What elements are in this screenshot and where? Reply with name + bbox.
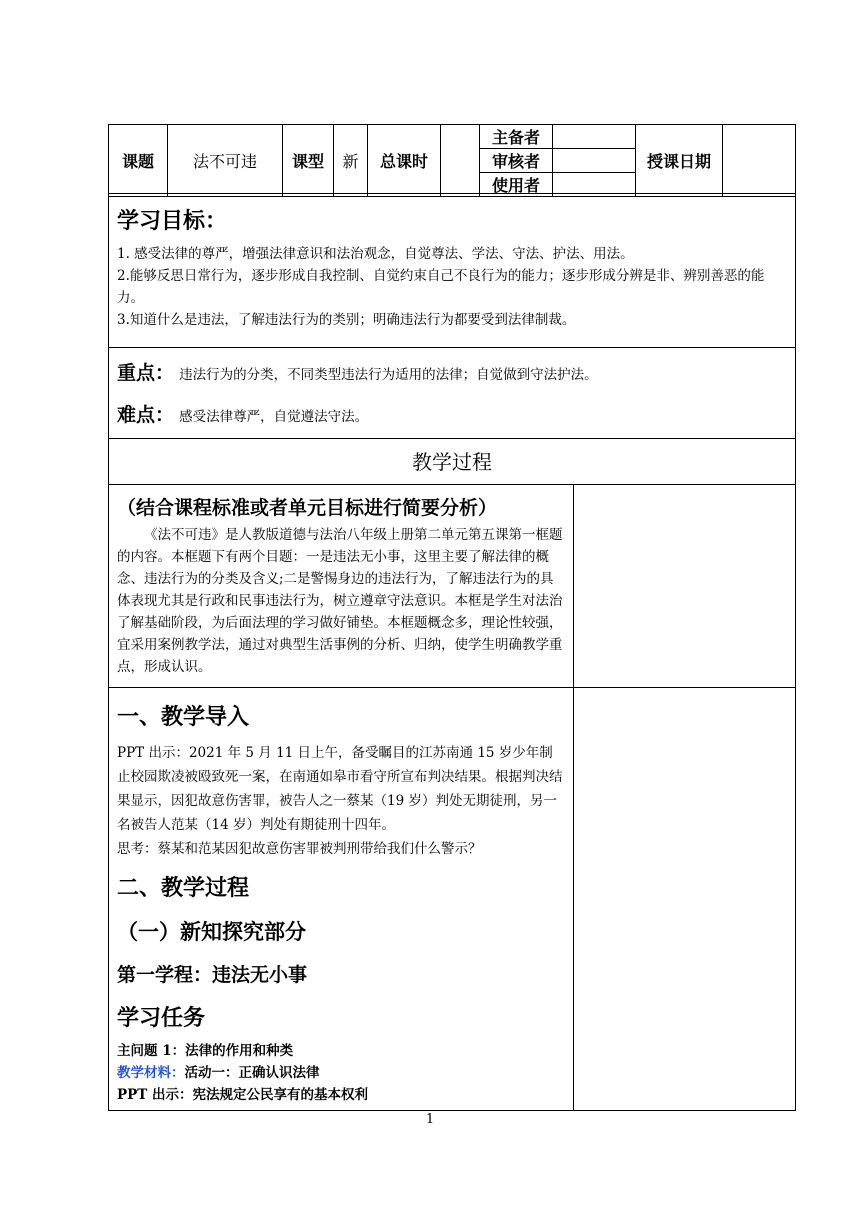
date-label: 授课日期: [636, 125, 723, 197]
main-question: 主问题 1：法律的作用和种类: [117, 1043, 294, 1059]
key-text: 违法行为的分类，不同类型违法行为适用的法律；自觉做到守法护法。: [179, 367, 598, 383]
lesson-header-table: [108, 124, 796, 197]
type-value: 新: [334, 125, 368, 197]
total-hours-label: 总课时: [368, 125, 441, 197]
analysis-section: [108, 484, 796, 688]
key-label: 重点：: [117, 362, 175, 384]
main-preparer-label: 主备者: [480, 125, 553, 149]
objectives-section: [108, 193, 796, 348]
think-text: 思考：蔡某和范某因犯故意伤害罪被判刑带给我们什么警示？: [117, 841, 482, 857]
material-text: 活动一：正确认识法律: [184, 1065, 320, 1081]
user-label: 使用者: [480, 173, 553, 197]
difficult-label: 难点：: [117, 404, 175, 426]
stage-title: 第一学程：违法无小事: [117, 964, 308, 986]
analysis-content: [108, 484, 574, 688]
objective-item-3: 3.知道什么是违法，了解违法行为的类别；明确违法行为都要受到法律制裁。: [117, 312, 576, 328]
page-number: 1: [425, 1112, 435, 1127]
difficult-text: 感受法律尊严，自觉遵法守法。: [179, 409, 369, 425]
lesson-notes-column: [573, 687, 796, 1111]
objective-item-1: 1. 感受法律的尊严，增强法律意识和法治观念，自觉尊法、学法、守法、护法、用法。: [117, 246, 634, 262]
objective-item-2: 2.能够反思日常行为，逐步形成自我控制、自觉约束自己不良行为的能力；逐步形成分辨是非、辨别善恶的能力。: [117, 268, 765, 306]
task-title: 学习任务: [117, 1006, 206, 1031]
date-value: [723, 125, 796, 197]
difficult-point-row: [117, 400, 787, 428]
analysis-notes-column: [573, 484, 796, 688]
analysis-text: 《法不可违》是人教版道德与法治八年级上册第二单元第五课第一框题的内容。本框题下有两个目题：一是违法无小事，这里主要了解法律的概念、违法行为的分类及含义;二是警惕身边的违法行为，了解违法行为的具体表现尤其是行政和民事违法行为，树立遵章守法意识。本框是学生对法治了解基础阶段，为后面法理的学习做好铺垫。本框题概念多，理论性较强，宜采用案例教学法，通过对典型生活事例的分析、归纳，使学生明确教学重点，形成认识。: [117, 527, 563, 675]
key-point-row: [117, 358, 787, 386]
analysis-title: （结合课程标准或者单元目标进行简要分析）: [117, 497, 498, 519]
lesson-body-section: [108, 687, 796, 1111]
reviewer-value: [553, 149, 636, 173]
material-row: [117, 1062, 565, 1084]
teaching-process-heading: 教学过程: [108, 438, 796, 485]
process-title: 二、教学过程: [117, 876, 250, 901]
key-points-section: [108, 347, 796, 439]
topic-label: 课题: [109, 125, 168, 197]
ppt-text: PPT 出示：宪法规定公民享有的基本权利: [117, 1087, 369, 1103]
intro-title: 一、教学导入: [117, 705, 250, 730]
objectives-title: 学习目标：: [117, 209, 228, 234]
main-preparer-value: [553, 125, 636, 149]
lesson-content: [108, 687, 574, 1111]
total-hours-value: [441, 125, 480, 197]
type-label: 课型: [283, 125, 334, 197]
intro-text: PPT 出示：2021 年 5 月 11 日上午，备受瞩目的江苏南通 15 岁少年制止校园欺凌被殴致死一案，在南通如皋市看守所宣布判决结果。根据判决结果显示，因犯故意伤害罪，被告人之一蔡某（19 岁）判处无期徒刑，另一名被告人范某（14 岁）判处有期徒刑十四年。: [117, 745, 563, 833]
topic-value: 法不可违: [168, 125, 283, 197]
reviewer-label: 审核者: [480, 149, 553, 173]
new-knowledge-title: （一）新知探究部分: [117, 920, 306, 944]
material-label: 教学材料：: [117, 1065, 185, 1081]
